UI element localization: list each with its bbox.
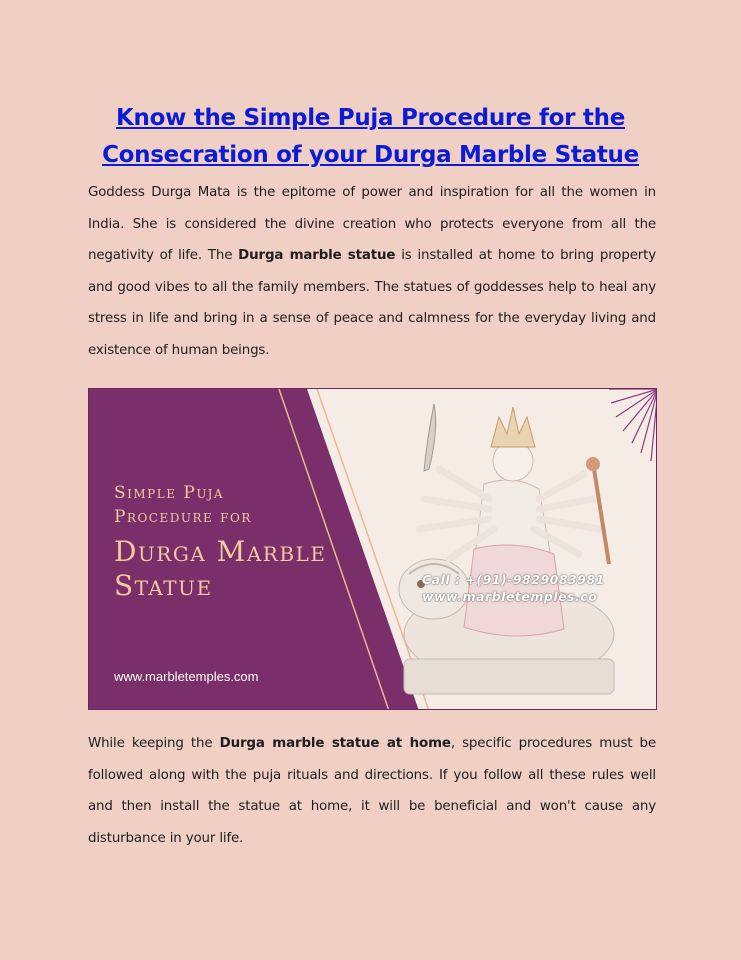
banner-heading-large — [114, 535, 326, 603]
body-bold-keyword: Durga marble statue at home — [219, 736, 451, 751]
banner-url: www.marbletemples.com — [114, 669, 259, 684]
title-link-line2[interactable]: Consecration of your Durga Marble Statue — [102, 142, 639, 168]
banner-line4: Statue — [114, 569, 213, 602]
body-paragraph — [88, 728, 656, 854]
intro-bold-keyword: Durga marble statue — [238, 248, 396, 263]
intro-text-start: Goddess Durga Mata is the epitome of power and inspiration for all the women in India. She is considered the divine creation who protects everyone from all the negativity of life. The — [88, 185, 656, 263]
banner-line1: Simple Puja — [114, 483, 225, 503]
title-link-line1[interactable]: Know the Simple Puja Procedure for the — [116, 105, 625, 131]
banner-watermark-site: www.marbletemples.co — [422, 589, 598, 604]
promo-banner-image — [88, 388, 657, 710]
intro-paragraph — [88, 177, 656, 366]
banner-heading-small — [114, 481, 252, 529]
banner-line3: Durga Marble — [114, 535, 327, 568]
intro-text-end: is installed at home to bring property and good vibes to all the family members. The statues of goddesses help to heal any stress in life and bring in a sense of peace and calmness for the everyday living and existence of human beings. — [88, 248, 657, 358]
durga-statue-illustration — [399, 404, 614, 694]
sunburst-decoration — [609, 389, 657, 465]
body-text-end: , specific procedures must be followed along with the puja rituals and directions. If you follow all these rules well and then install the statue at home, it will be beneficial and won't cause any disturbance in your life. — [88, 736, 656, 846]
page-title[interactable] — [60, 100, 681, 174]
body-text-start: While keeping the — [88, 736, 220, 751]
banner-watermark-phone: Call : +(91)-9829083981 — [422, 572, 605, 587]
banner-line2: Procedure for — [114, 507, 252, 527]
